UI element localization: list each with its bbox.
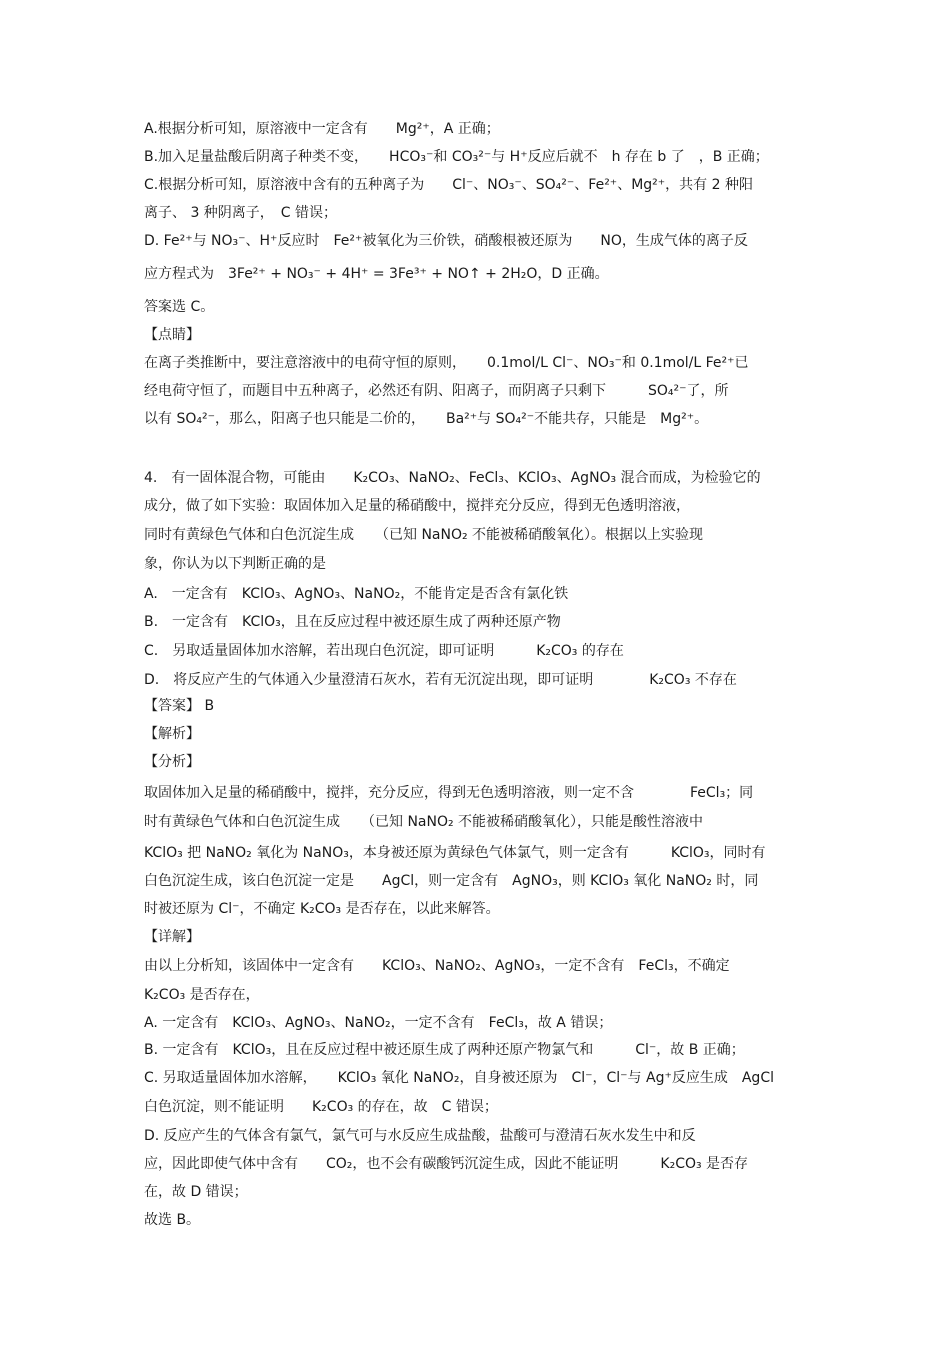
text-line: C. 另取适量固体加水溶解， KClO₃ 氧化 NaNO₂，自身被还原为 Cl⁻，Cl⁻与 Ag⁺反应生成 AgCl	[144, 1070, 774, 1086]
text-line: D. 反应产生的气体含有氯气，氯气可与水反应生成盐酸，盐酸可与澄清石灰水发生中和反	[144, 1128, 696, 1144]
question-line: 同时有黄绿色气体和白色沉淀生成 （已知 NaNO₂ 不能被稀硝酸氧化）。根据以上实验现	[144, 527, 704, 543]
text-line: B. 一定含有 KClO₃，且在反应过程中被还原生成了两种还原产物氯气和 Cl⁻，故 B 正确；	[144, 1042, 745, 1058]
text-line: 以有 SO₄²⁻，那么，阳离子也只能是二价的， Ba²⁺与 SO₄²⁻不能共存，只能是 Mg²⁺。	[144, 411, 709, 427]
option-b: B. 一定含有 KClO₃，且在反应过程中被还原生成了两种还原产物	[144, 614, 561, 630]
text-line: A. 一定含有 KClO₃、AgNO₃、NaNO₂，一定不含有 FeCl₃，故 A 错误；	[144, 1015, 613, 1031]
text-line: 在离子类推断中，要注意溶液中的电荷守恒的原则， 0.1mol/L Cl⁻、NO₃⁻和 0.1mol/L Fe²⁺已	[144, 355, 749, 371]
text-line: 在，故 D 错误；	[144, 1184, 248, 1200]
text-line: 时被还原为 Cl⁻，不确定 K₂CO₃ 是否存在，以此来解答。	[144, 901, 500, 917]
text-line: 时有黄绿色气体和白色沉淀生成 （已知 NaNO₂ 不能被稀硝酸氧化），只能是酸性溶液中	[144, 814, 704, 830]
section-heading: 【点睛】	[144, 327, 200, 343]
text-line: 取固体加入足量的稀硝酸中，搅拌，充分反应，得到无色透明溶液，则一定不含 FeCl₃；同	[144, 785, 754, 801]
section-heading: 【详解】	[144, 929, 200, 945]
text-line: C.根据分析可知，原溶液中含有的五种离子为 Cl⁻、NO₃⁻、SO₄²⁻、Fe²⁺、Mg²⁺，共有 2 种阳	[144, 177, 753, 193]
text-line: 离子、 3 种阴离子， C 错误；	[144, 205, 338, 221]
text-line: 由以上分析知，该固体中一定含有 KClO₃、NaNO₂、AgNO₃，一定不含有 FeCl₃，不确定	[144, 958, 730, 974]
text-line: 经电荷守恒了，而题目中五种离子，必然还有阴、阳离子，而阴离子只剩下 SO₄²⁻了，所	[144, 383, 729, 399]
text-line: 应，因此即使气体中含有 CO₂，也不会有碳酸钙沉淀生成，因此不能证明 K₂CO₃ 是否存	[144, 1156, 749, 1172]
option-d: D. 将反应产生的气体通入少量澄清石灰水，若有无沉淀出现，即可证明 K₂CO₃ 不存在	[144, 672, 737, 688]
question-line: 成分，做了如下实验：取固体加入足量的稀硝酸中，搅拌充分反应，得到无色透明溶液，	[144, 498, 690, 514]
text-line: 故选 B。	[144, 1212, 201, 1228]
question-line: 象，你认为以下判断正确的是	[144, 556, 326, 572]
answer-line: 【答案】 B	[144, 698, 215, 714]
option-c: C. 另取适量固体加水溶解，若出现白色沉淀，即可证明 K₂CO₃ 的存在	[144, 643, 624, 659]
text-line: K₂CO₃ 是否存在，	[144, 987, 260, 1003]
option-a: A. 一定含有 KClO₃、AgNO₃、NaNO₂，不能肯定是否含有氯化铁	[144, 586, 569, 602]
text-line: D. Fe²⁺与 NO₃⁻、H⁺反应时 Fe²⁺被氧化为三价铁，硝酸根被还原为 NO，生成气体的离子反	[144, 233, 748, 249]
question-line: 4. 有一固体混合物，可能由 K₂CO₃、NaNO₂、FeCl₃、KClO₃、AgNO₃ 混合而成，为检验它的	[144, 470, 761, 486]
text-line: 白色沉淀，则不能证明 K₂CO₃ 的存在，故 C 错误；	[144, 1099, 498, 1115]
section-heading: 【解析】	[144, 726, 200, 742]
text-line: 白色沉淀生成，该白色沉淀一定是 AgCl，则一定含有 AgNO₃，则 KClO₃ 氧化 NaNO₂ 时，同	[144, 873, 759, 889]
text-line: KClO₃ 把 NaNO₂ 氧化为 NaNO₃，本身被还原为黄绿色气体氯气，则一定含有 KClO₃，同时有	[144, 845, 766, 861]
section-heading: 【分析】	[144, 754, 200, 770]
text-line: 答案选 C。	[144, 299, 215, 315]
text-line: B.加入足量盐酸后阴离子种类不变， HCO₃⁻和 CO₃²⁻与 H⁺反应后就不 h 存在 b 了 ，B 正确；	[144, 149, 769, 165]
text-line: 应方程式为 3Fe²⁺ + NO₃⁻ + 4H⁺ = 3Fe³⁺ + NO↑ + 2H₂O，D 正确。	[144, 266, 609, 282]
text-line: A.根据分析可知，原溶液中一定含有 Mg²⁺，A 正确；	[144, 121, 500, 137]
